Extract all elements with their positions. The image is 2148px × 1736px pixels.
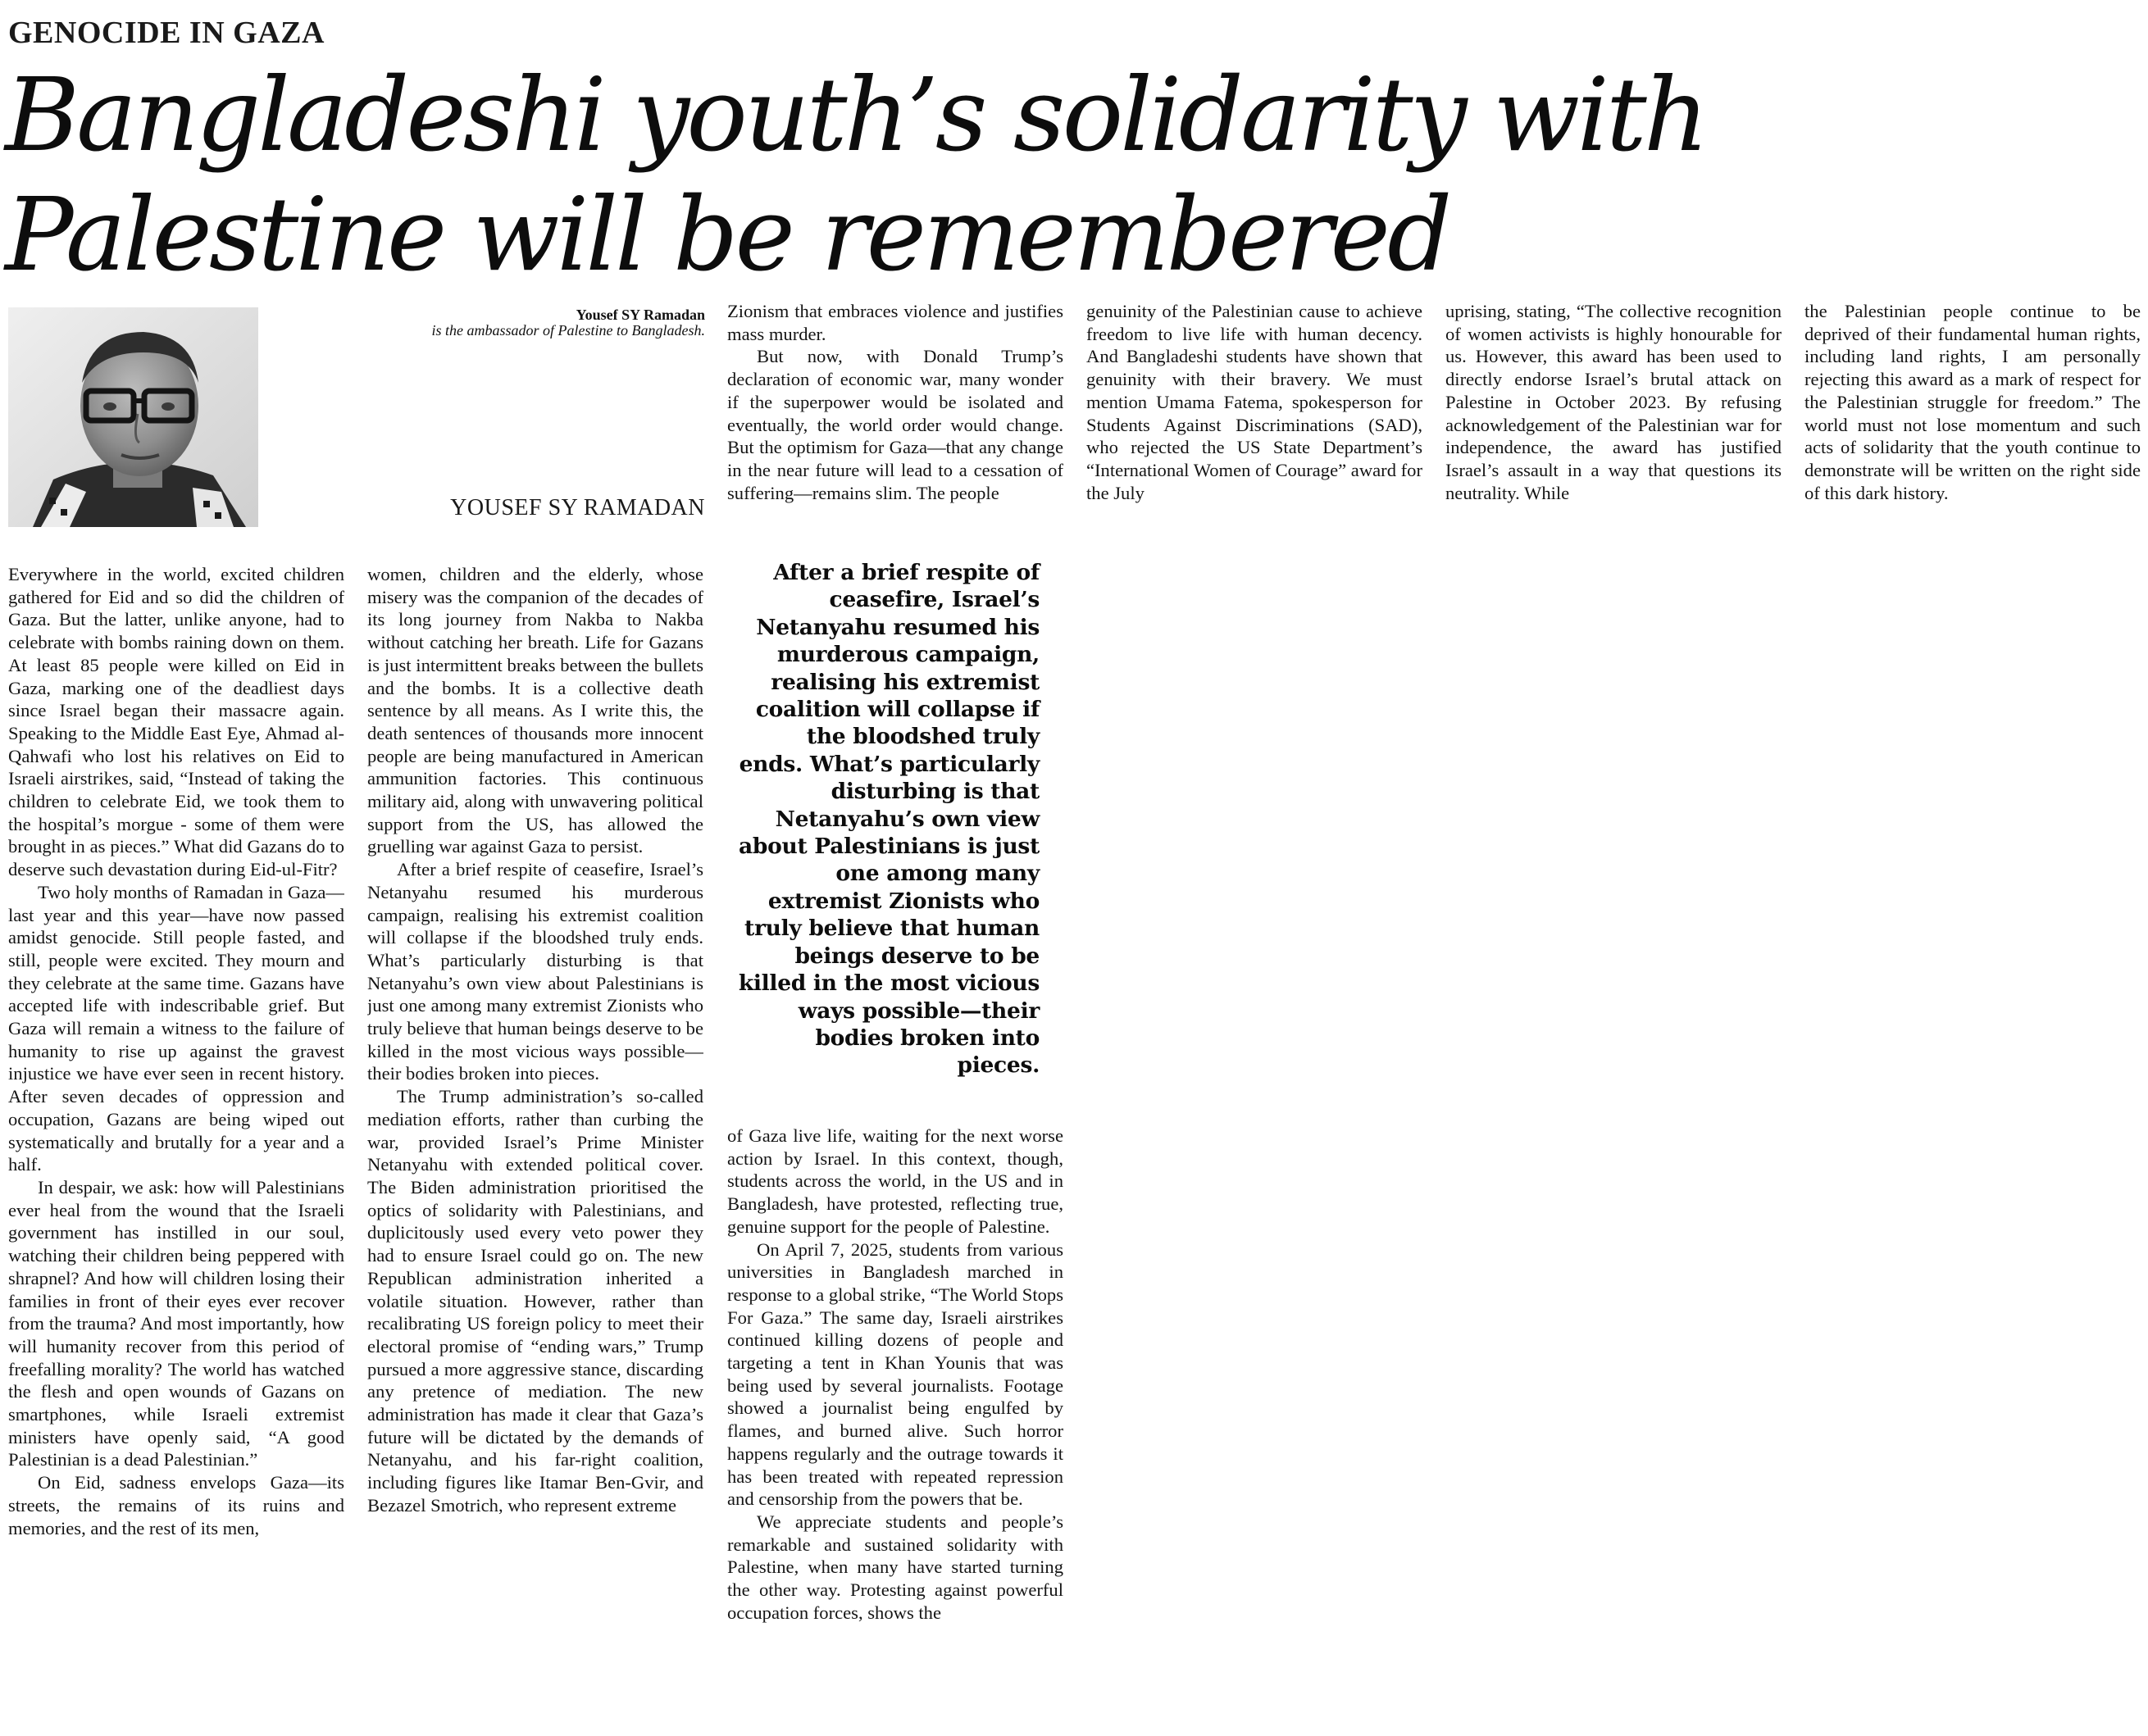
headline: Bangladeshi youth’s solidarity with Palestine will be remembered	[5, 57, 1706, 294]
paragraph: genuinity of the Palestinian cause to achieve freedom to live life with human decency. And Bangladeshi students have shown that genuinity with their bravery. We must mention Umama Fatema, spokesperson for Students Against Discriminations (SAD), who rejected the US State Department’s “International Women of Courage” award for the July	[1086, 301, 1422, 503]
pull-quote: After a brief respite of ceasefire, Israel’s Netanyahu resumed his murderous campaign, realising his extremist coalition will collapse if the bloodshed truly ends. What’s particularly disturbing is that Netanyahu’s own view about Palestinians is just one among many extremist Zionists who truly believe that human beings deserve to be killed in the most vicious ways possible—their bodies broken into pieces.	[738, 560, 1040, 1079]
paragraph: We appreciate students and people’s remarkable and sustained solidarity with Palestine, when many have started turning the other way. Protesting against powerful occupation forces, shows the	[727, 1511, 1063, 1623]
byline-name: Yousef SY Ramadan	[576, 307, 705, 323]
byline-role: is the ambassador of Palestine to Bangladesh.	[431, 322, 705, 339]
article-column-6	[1804, 300, 2141, 534]
paragraph: After a brief respite of ceasefire, Israel’s Netanyahu resumed his murderous campaign, realising his extremist coalition will collapse if the bloodshed truly ends. What’s particularly disturbing is that Netanyahu’s own view about Palestinians is just one among many extremist Zionists who truly believe that human beings deserve to be killed in the most vicious ways possible—their bodies broken into pieces.	[367, 859, 703, 1084]
paragraph: of Gaza live life, waiting for the next worse action by Israel. In this context, though, students across the world, in the US and in Bangladesh, have protested, reflecting true, genuine support for the people of Palestine.	[727, 1125, 1063, 1237]
article-column-3-top	[727, 300, 1063, 534]
article-column-3-bottom	[727, 1125, 1063, 1731]
article-column-2	[367, 563, 703, 1731]
author-portrait-image	[8, 307, 258, 527]
section-label: GENOCIDE IN GAZA	[8, 16, 325, 50]
paragraph: women, children and the elderly, whose misery was the companion of the decades of its long journey from Nakba to Nakba without catching her breath. Life for Gazans is just intermittent breaks between the bullets and the bombs. It is a collective death sentence by all means. As I write this, the death sentences of thousands more innocent people are being manufactured in American ammunition factories. This continuous military aid, along with unwavering political support from the US, has allowed the gruelling war against Gaza to persist.	[367, 564, 703, 857]
paragraph: uprising, stating, “The collective recognition of women activists is highly honourable for us. However, this award has been used to directly endorse Israel’s brutal attack on Palestine in October 2023. By refusing acknowledgement of the Palestinian war for independence, the award has justified Israel’s assault in a way that questions its neutrality. While	[1445, 301, 1782, 503]
paragraph: On Eid, sadness envelops Gaza—its streets, the remains of its ruins and memories, and the rest of its men,	[8, 1472, 344, 1538]
paragraph: The Trump administration’s so-called mediation efforts, rather than curbing the war, provided Israel’s Prime Minister Netanyahu with extended political cover. The Biden administration prioritised the optics of solidarity with Palestinians, and duplicitously used every veto power they had to ensure Israel could go on. The new Republican administration inherited a volatile situation. However, rather than recalibrating US foreign policy to meet their electoral promise of “ending wars,” Trump pursued a more aggressive stance, discarding any pretence of mediation. The new administration has made it clear that Gaza’s future will be dictated by the demands of Netanyahu, and his far-right coalition, including figures like Itamar Ben-Gvir, and Bezazel Smotrich, who represent extreme	[367, 1086, 703, 1516]
paragraph: Everywhere in the world, excited children gathered for Eid and so did the children of Gaza. But the latter, unlike anyone, had to celebrate with bombs raining down on them. At least 85 people were killed on Eid in Gaza, marking one of the deadliest days since Israel began their massacre again. Speaking to the Middle East Eye, Ahmad al-Qahwafi who lost his relatives on Eid to Israeli airstrikes, said, “Instead of taking the children to celebrate Eid, we took them to the hospital’s morgue - some of them were brought in as pieces.” What did Gazans do to deserve such devastation during Eid-ul-Fitr?	[8, 564, 344, 880]
article-column-5	[1445, 300, 1782, 534]
paragraph: But now, with Donald Trump’s declaration of economic war, many wonder if the superpower would be isolated and eventually, the world order would change. But the optimism for Gaza—that any change in the near future will lead to a cessation of suffering—remains slim. The people	[727, 346, 1063, 503]
paragraph: Two holy months of Ramadan in Gaza—last year and this year—have now passed amidst genocide. Still people fasted, and still, people were excited. They mourn and they celebrate at the same time. Gazans have accepted life with indescribable grief. But Gaza will remain a witness to the failure of humanity to rise up against the gravest injustice we have ever seen in recent history. After seven decades of oppression and occupation, Gazans are being wiped out systematically and brutally for a year and a half.	[8, 881, 344, 1175]
paragraph: Zionism that embraces violence and justifies mass murder.	[727, 301, 1063, 344]
article-column-1	[8, 563, 344, 1731]
paragraph: In despair, we ask: how will Palestinians ever heal from the wound that the Israeli government has instilled in our soul, watching their children being peppered with shrapnel? And how will children losing their families in front of their eyes ever recover from the trauma? And most importantly, how will humanity recover from this period of freefalling morality? The world has watched the flesh and open wounds of Gazans on smartphones, while Israeli extremist ministers have openly said, “A good Palestinian is a dead Palestinian.”	[8, 1176, 344, 1470]
paragraph: On April 7, 2025, students from various universities in Bangladesh marched in response to a global strike, “The World Stops For Gaza.” The same day, Israeli airstrikes continued killing dozens of people and targeting a tent in Khan Younis that was being used by several journalists. Footage showed a journalist being engulfed by flames, and burned alive. Such horror happens regularly and the outrage towards it has been treated with repeated repression and censorship from the powers that be.	[727, 1238, 1063, 1510]
article-column-4	[1086, 300, 1422, 534]
author-name-caps: YOUSEF SY RAMADAN	[450, 495, 705, 520]
paragraph: the Palestinian people continue to be deprived of their fundamental human rights, including land rights, I am personally rejecting this award as a mark of respect for the Palestinian struggle for freedom.” The world must not lose momentum and such acts of solidarity that the youth continue to demonstrate will be written on the right side of this dark history.	[1804, 301, 2141, 503]
author-photo	[8, 307, 258, 527]
